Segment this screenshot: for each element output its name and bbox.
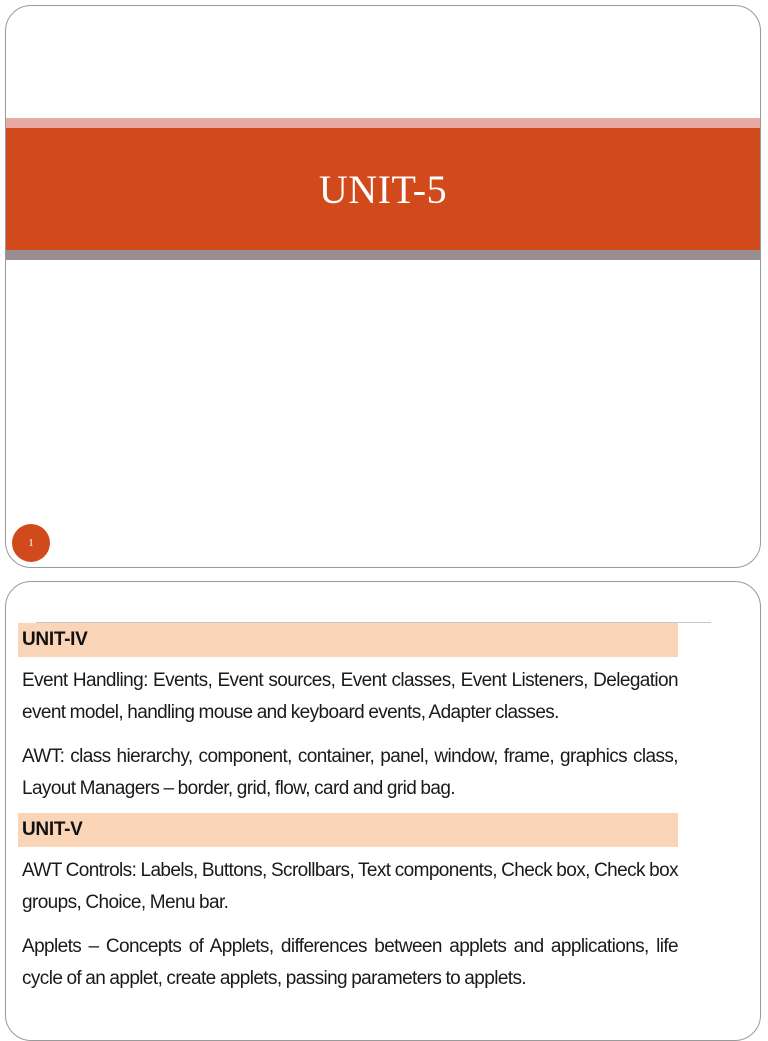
- title-bottom-strip: [6, 250, 760, 260]
- title-band: [6, 128, 760, 250]
- unit-iv-event-handling-text: Event Handling: Events, Event sources, Event classes, Event Listeners, Delegation event model, handling mouse and keyboard events, Adapter classes.: [22, 670, 678, 723]
- syllabus-content: [18, 623, 678, 995]
- title-top-strip: [6, 118, 760, 128]
- unit-iv-awt-text: AWT: class hierarchy, component, container, panel, window, frame, graphics class, Layout Managers – border, grid, flow, card and grid bag.: [22, 746, 678, 799]
- slide-title: UNIT-5: [318, 166, 448, 212]
- unit-v-awt-controls-text: AWT Controls: Labels, Buttons, Scrollbars, Text components, Check box, Check box groups, Choice, Menu bar.: [22, 860, 678, 913]
- page-number-badge: 1: [12, 524, 50, 562]
- syllabus-slide: [5, 581, 761, 1041]
- unit-v-heading: UNIT-V: [18, 813, 678, 847]
- title-slide: [5, 5, 761, 568]
- unit-v-applets-text: Applets – Concepts of Applets, differences between applets and applications, life cycle of an applet, create applets, passing parameters to applets.: [22, 936, 678, 989]
- unit-iv-heading: UNIT-IV: [18, 623, 678, 657]
